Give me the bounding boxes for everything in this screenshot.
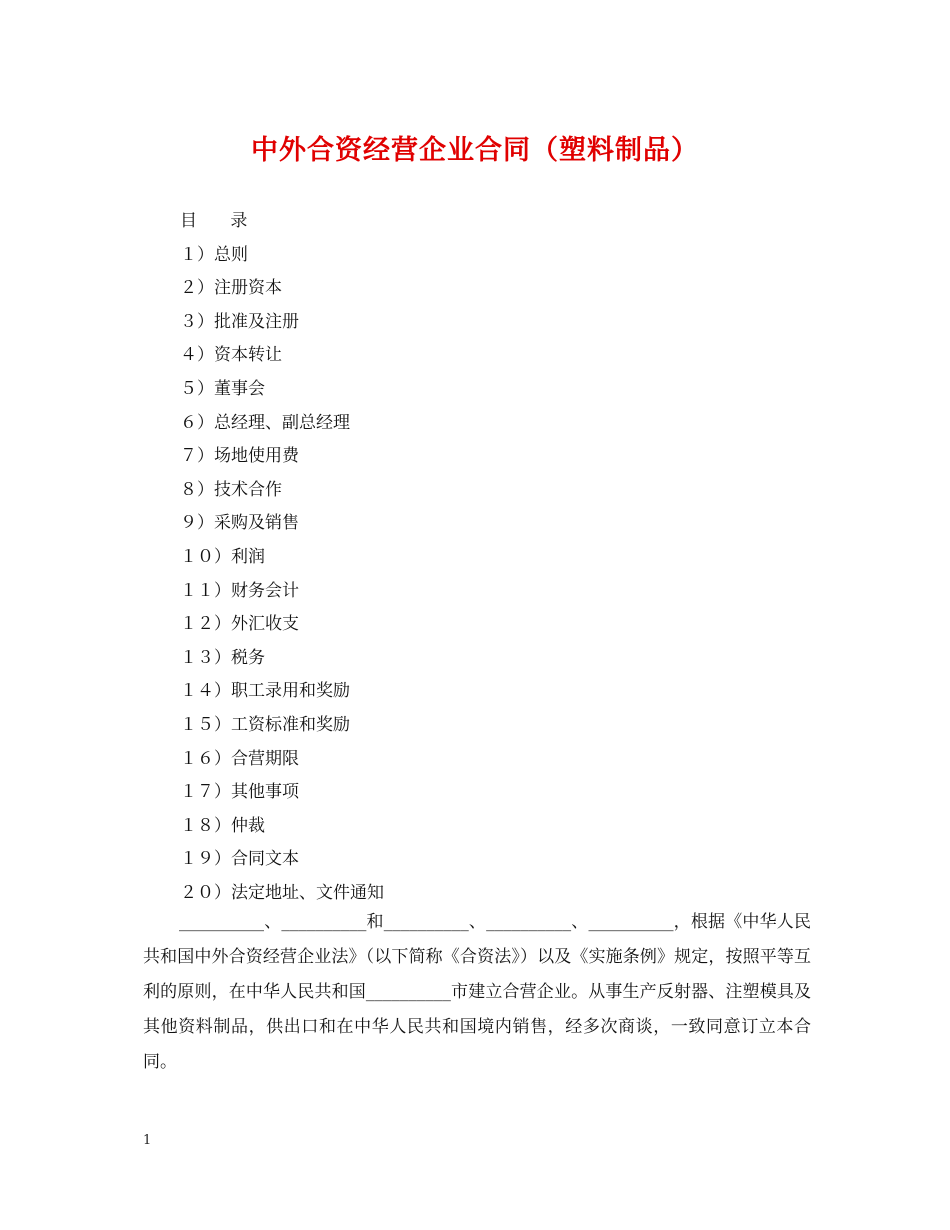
toc-item: １２）外汇收支 [180, 614, 299, 635]
toc-item: １５）工资标准和奖励 [180, 714, 350, 735]
toc-item: １７）其他事项 [180, 782, 299, 803]
page-number: 1 [143, 1133, 152, 1148]
toc-list [180, 239, 384, 911]
toc-item: ３）批准及注册 [180, 311, 299, 332]
toc-item: １０）利润 [180, 546, 265, 567]
toc-item: １１）财务会计 [180, 580, 299, 601]
toc-item: ５）董事会 [180, 378, 265, 399]
contract-preamble-paragraph: __________、__________和__________、__________、__________，根据《中华人民共和国中外合资经营企业法》（以下简称《合资法》）以及《实施条例》规定，按照平等互利的原则，在中华人民共和国__________市建立合营企业。从事生产反射器、注塑模具及其他资料制品，供出口和在中华人民共和国境内销售，经多次商谈，一致同意订立本合同。 [143, 912, 811, 1072]
toc-item: １４）职工录用和奖励 [180, 681, 350, 702]
document-title: 中外合资经营企业合同（塑料制品） [251, 135, 699, 166]
toc-item: ２０）法定地址、文件通知 [180, 882, 384, 903]
toc-item: １６）合营期限 [180, 748, 299, 769]
toc-item: ６）总经理、副总经理 [180, 412, 350, 433]
toc-item: １）总则 [180, 244, 248, 265]
toc-item: １３）税务 [180, 647, 265, 668]
toc-item: ７）场地使用费 [180, 446, 299, 467]
toc-item: １９）合同文本 [180, 849, 299, 870]
toc-item: ９）采购及销售 [180, 513, 299, 534]
table-of-contents [180, 205, 384, 910]
toc-item: ８）技术合作 [180, 479, 282, 500]
toc-item: ４）资本转让 [180, 345, 282, 366]
toc-item: ２）注册资本 [180, 278, 282, 299]
toc-heading: 目 录 [180, 211, 262, 231]
toc-item: １８）仲裁 [180, 815, 265, 836]
